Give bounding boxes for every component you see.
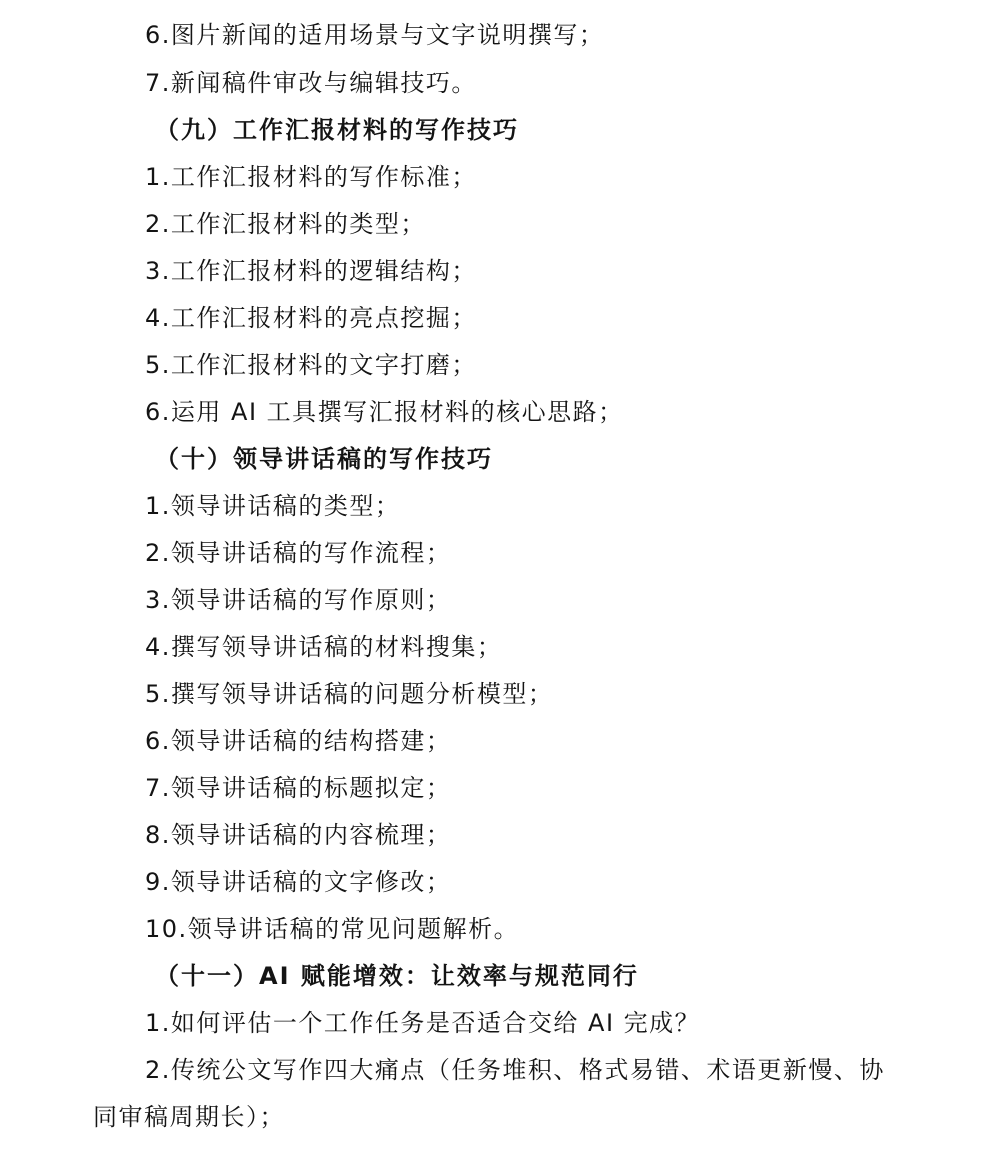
list-item: 4.工作汇报材料的亮点挖掘； bbox=[145, 304, 477, 332]
list-item: 1.如何评估一个工作任务是否适合交给 AI 完成？ bbox=[145, 1009, 701, 1037]
list-item: 3.领导讲话稿的写作原则； bbox=[145, 586, 452, 614]
list-item: 3.工作汇报材料的逻辑结构； bbox=[145, 257, 477, 285]
list-item: 7.领导讲话稿的标题拟定； bbox=[145, 774, 452, 802]
list-item: 9.领导讲话稿的文字修改； bbox=[145, 868, 452, 896]
list-item: 1.领导讲话稿的类型； bbox=[145, 492, 401, 520]
section-heading-9: （九）工作汇报材料的写作技巧 bbox=[155, 116, 519, 144]
list-item: 2.工作汇报材料的类型； bbox=[145, 210, 426, 238]
list-item: 4.撰写领导讲话稿的材料搜集； bbox=[145, 633, 503, 661]
section-heading-10: （十）领导讲话稿的写作技巧 bbox=[155, 445, 493, 473]
list-item: 8.领导讲话稿的内容梳理； bbox=[145, 821, 452, 849]
list-item: 6.运用 AI 工具撰写汇报材料的核心思路； bbox=[145, 398, 624, 426]
list-item: 7.新闻稿件审改与编辑技巧。 bbox=[145, 69, 477, 97]
list-item: 2.领导讲话稿的写作流程； bbox=[145, 539, 452, 567]
list-item: 6.图片新闻的适用场景与文字说明撰写； bbox=[145, 21, 605, 49]
list-item: 5.撰写领导讲话稿的问题分析模型； bbox=[145, 680, 554, 708]
section-heading-11: （十一）AI 赋能增效：让效率与规范同行 bbox=[155, 962, 639, 990]
list-item: 6.领导讲话稿的结构搭建； bbox=[145, 727, 452, 755]
list-item: 1.工作汇报材料的写作标准； bbox=[145, 163, 477, 191]
list-item: 10.领导讲话稿的常见问题解析。 bbox=[145, 915, 520, 943]
list-item: 2.传统公文写作四大痛点（任务堆积、格式易错、术语更新慢、协 bbox=[145, 1056, 885, 1084]
list-item: 5.工作汇报材料的文字打磨； bbox=[145, 351, 477, 379]
list-item-continuation: 同审稿周期长）； bbox=[93, 1103, 285, 1131]
